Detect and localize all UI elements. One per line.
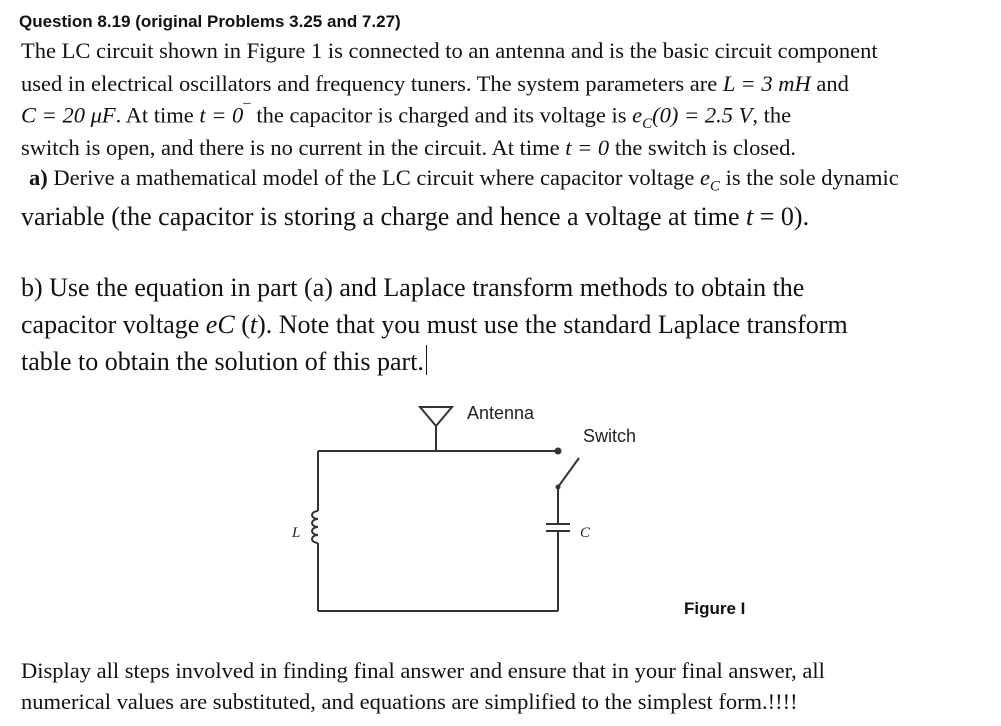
part-a-time-symbol: t	[746, 202, 754, 231]
part-a-label: a)	[29, 165, 48, 190]
lc-circuit-figure	[270, 395, 770, 625]
part-a-ec-subscript: C	[709, 178, 720, 195]
time-zero: t = 0	[565, 135, 610, 160]
antenna-icon	[420, 407, 452, 451]
param-inductance: L = 3 mH	[722, 71, 811, 96]
part-b-paren-open: (	[234, 310, 250, 339]
time-zero-minus: t = 0	[199, 102, 244, 128]
part-a-line-1	[29, 165, 899, 196]
intro-line-4-end: the switch is closed.	[609, 135, 797, 160]
switch-contact	[555, 448, 562, 455]
part-b-time-symbol: t	[249, 310, 258, 339]
intro-line-3-text-b: the capacitor is charged and its voltage is	[250, 102, 633, 128]
footer-line-1: Display all steps involved in finding final answer and ensure that in your final answer, all	[21, 658, 825, 683]
ec-subscript: C	[642, 116, 653, 132]
capacitor-label: C	[580, 525, 591, 541]
part-a-text-2: variable (the capacitor is storing a charge and hence a voltage at time	[21, 202, 747, 231]
ec-symbol: e	[632, 102, 643, 128]
part-b-ec-symbol: eC	[205, 310, 235, 339]
intro-line-4-text: switch is open, and there is no current in the circuit. At time	[21, 135, 566, 160]
part-b-line-2	[21, 310, 848, 340]
question-heading: Question 8.19 (original Problems 3.25 and 7.27)	[19, 12, 401, 31]
inductor-coil	[312, 511, 318, 543]
switch-blade	[558, 458, 579, 487]
minus-superscript: ¯	[243, 102, 251, 118]
intro-line-2-end: and	[810, 71, 849, 96]
intro-line-3	[21, 102, 791, 133]
capacitor-symbol	[546, 524, 570, 531]
part-b-text-2: capacitor voltage	[21, 310, 206, 339]
inductor-label: L	[292, 525, 301, 541]
part-b-text-2-end: ). Note that you must use the standard Laplace transform	[257, 310, 848, 339]
intro-line-1: The LC circuit shown in Figure 1 is connected to an antenna and is the basic circuit component	[21, 38, 878, 63]
part-a-ec-symbol: e	[699, 165, 710, 190]
param-capacitance: C = 20 μF	[21, 102, 116, 128]
switch-label: Switch	[583, 426, 637, 446]
intro-line-2	[21, 71, 849, 97]
part-a-line-2	[21, 202, 809, 232]
initial-voltage: (0) = 2.5 V	[652, 102, 753, 128]
antenna-label: Antenna	[467, 403, 535, 423]
part-b-text-3: table to obtain the solution of this part.	[21, 347, 424, 376]
footer-line-2: numerical values are substituted, and equations are simplified to the simplest form.!!!!	[21, 689, 798, 714]
intro-line-3-text-a: . At time	[115, 102, 200, 128]
figure-caption: Figure I	[684, 599, 746, 618]
intro-line-3-end: , the	[752, 102, 792, 128]
intro-line-2-text: used in electrical oscillators and frequency tuners. The system parameters are	[21, 71, 723, 96]
text-cursor	[426, 345, 427, 375]
part-b-line-1: b) Use the equation in part (a) and Laplace transform methods to obtain the	[21, 273, 805, 302]
part-b-line-3	[21, 345, 427, 377]
intro-line-4	[21, 135, 796, 161]
part-a-text-1: Derive a mathematical model of the LC circuit where capacitor voltage	[47, 165, 700, 190]
part-a-text-2-end: = 0).	[753, 202, 810, 231]
part-a-text-1-end: is the sole dynamic	[719, 165, 899, 190]
